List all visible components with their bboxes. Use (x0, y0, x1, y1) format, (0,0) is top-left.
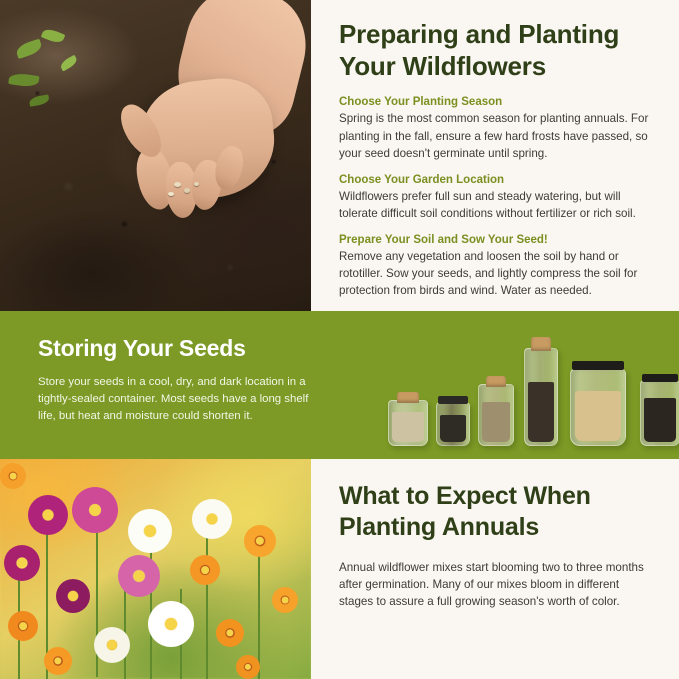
section2-text-column (0, 311, 340, 459)
section-what-to-expect (0, 459, 679, 679)
flower-bloom (72, 487, 118, 533)
jar-lid (438, 396, 468, 404)
flower-bloom (118, 555, 160, 597)
flower-bloom (272, 587, 298, 613)
flower-bloom (8, 611, 38, 641)
flower-bloom (56, 579, 90, 613)
seed-jar (640, 380, 679, 446)
jar-contents (644, 398, 676, 442)
flower-bloom (148, 601, 194, 647)
flower-bloom (192, 499, 232, 539)
flower-bloom (4, 545, 40, 581)
section-storing-your-seeds (0, 311, 679, 459)
flower-bloom (216, 619, 244, 647)
seed-jar (478, 384, 514, 446)
jar-lid (642, 374, 678, 382)
seed (194, 182, 199, 186)
section1-heading: Preparing and Planting Your Wildflowers (339, 19, 620, 82)
cork-stopper (531, 337, 551, 351)
cork-stopper (486, 376, 506, 387)
flower-stem (206, 529, 208, 679)
flower-bloom (244, 525, 276, 557)
flower-stem (124, 579, 126, 679)
jar-contents (575, 391, 621, 441)
flower-bloom (0, 463, 26, 489)
jar-contents (528, 382, 554, 442)
jar-contents (392, 412, 424, 442)
section1-body-3: Remove any vegetation and loosen the soil by hand or rototiller. Sow your seeds, and lightly compress the soil for protection from birds and wind. Water as needed. (339, 249, 638, 297)
seed-jar (524, 348, 558, 446)
seed-jar (436, 402, 470, 446)
flower-bloom (28, 495, 68, 535)
section-preparing-and-planting (0, 0, 679, 311)
section2-heading: Storing Your Seeds (38, 335, 246, 361)
section1-subheading-3: Prepare Your Soil and Sow Your Seed! (339, 233, 548, 246)
flower-bloom (190, 555, 220, 585)
section3-body: Annual wildflower mixes start blooming two to three months after germination. Many of our mixes bloom in different stages to assure a full growing season's worth of color. (339, 561, 644, 609)
seed (184, 188, 190, 193)
section1-text-column (311, 0, 679, 311)
section1-body-1: Spring is the most common season for planting annuals. For planting in the fall, ensure a few hard frosts have passed, so your seed doesn't germinate until spring. (339, 112, 649, 160)
section2-body: Store your seeds in a cool, dry, and dark location in a tightly-sealed container. Most seeds have a long shelf life, but heat and moisture could shorten it. (38, 376, 309, 423)
hand-illustration (108, 16, 298, 216)
section3-heading: What to Expect When Planting Annuals (339, 482, 591, 541)
cork-stopper (397, 392, 419, 403)
section1-subheading-1: Choose Your Planting Season (339, 96, 503, 109)
jar-contents (482, 402, 510, 442)
flower-bloom (94, 627, 130, 663)
seed-jar (570, 368, 626, 446)
flower-bloom (44, 647, 72, 675)
hand-sowing-seeds-image (0, 0, 311, 311)
section1-subheading-2: Choose Your Garden Location (339, 173, 505, 186)
flower-bloom (236, 655, 260, 679)
jar-contents (440, 415, 466, 442)
wildflower-meadow-image (0, 459, 311, 679)
seed (174, 182, 181, 187)
seed-jar (388, 400, 428, 446)
seed (168, 192, 174, 196)
seed-jars-image (340, 311, 679, 459)
jar-lid (572, 361, 624, 370)
section3-text-column (311, 459, 679, 679)
section1-body-2: Wildflowers prefer full sun and steady watering, but will tolerate difficult soil conditions without fertilizer or rich soil. (339, 189, 636, 220)
flower-bloom (128, 509, 172, 553)
